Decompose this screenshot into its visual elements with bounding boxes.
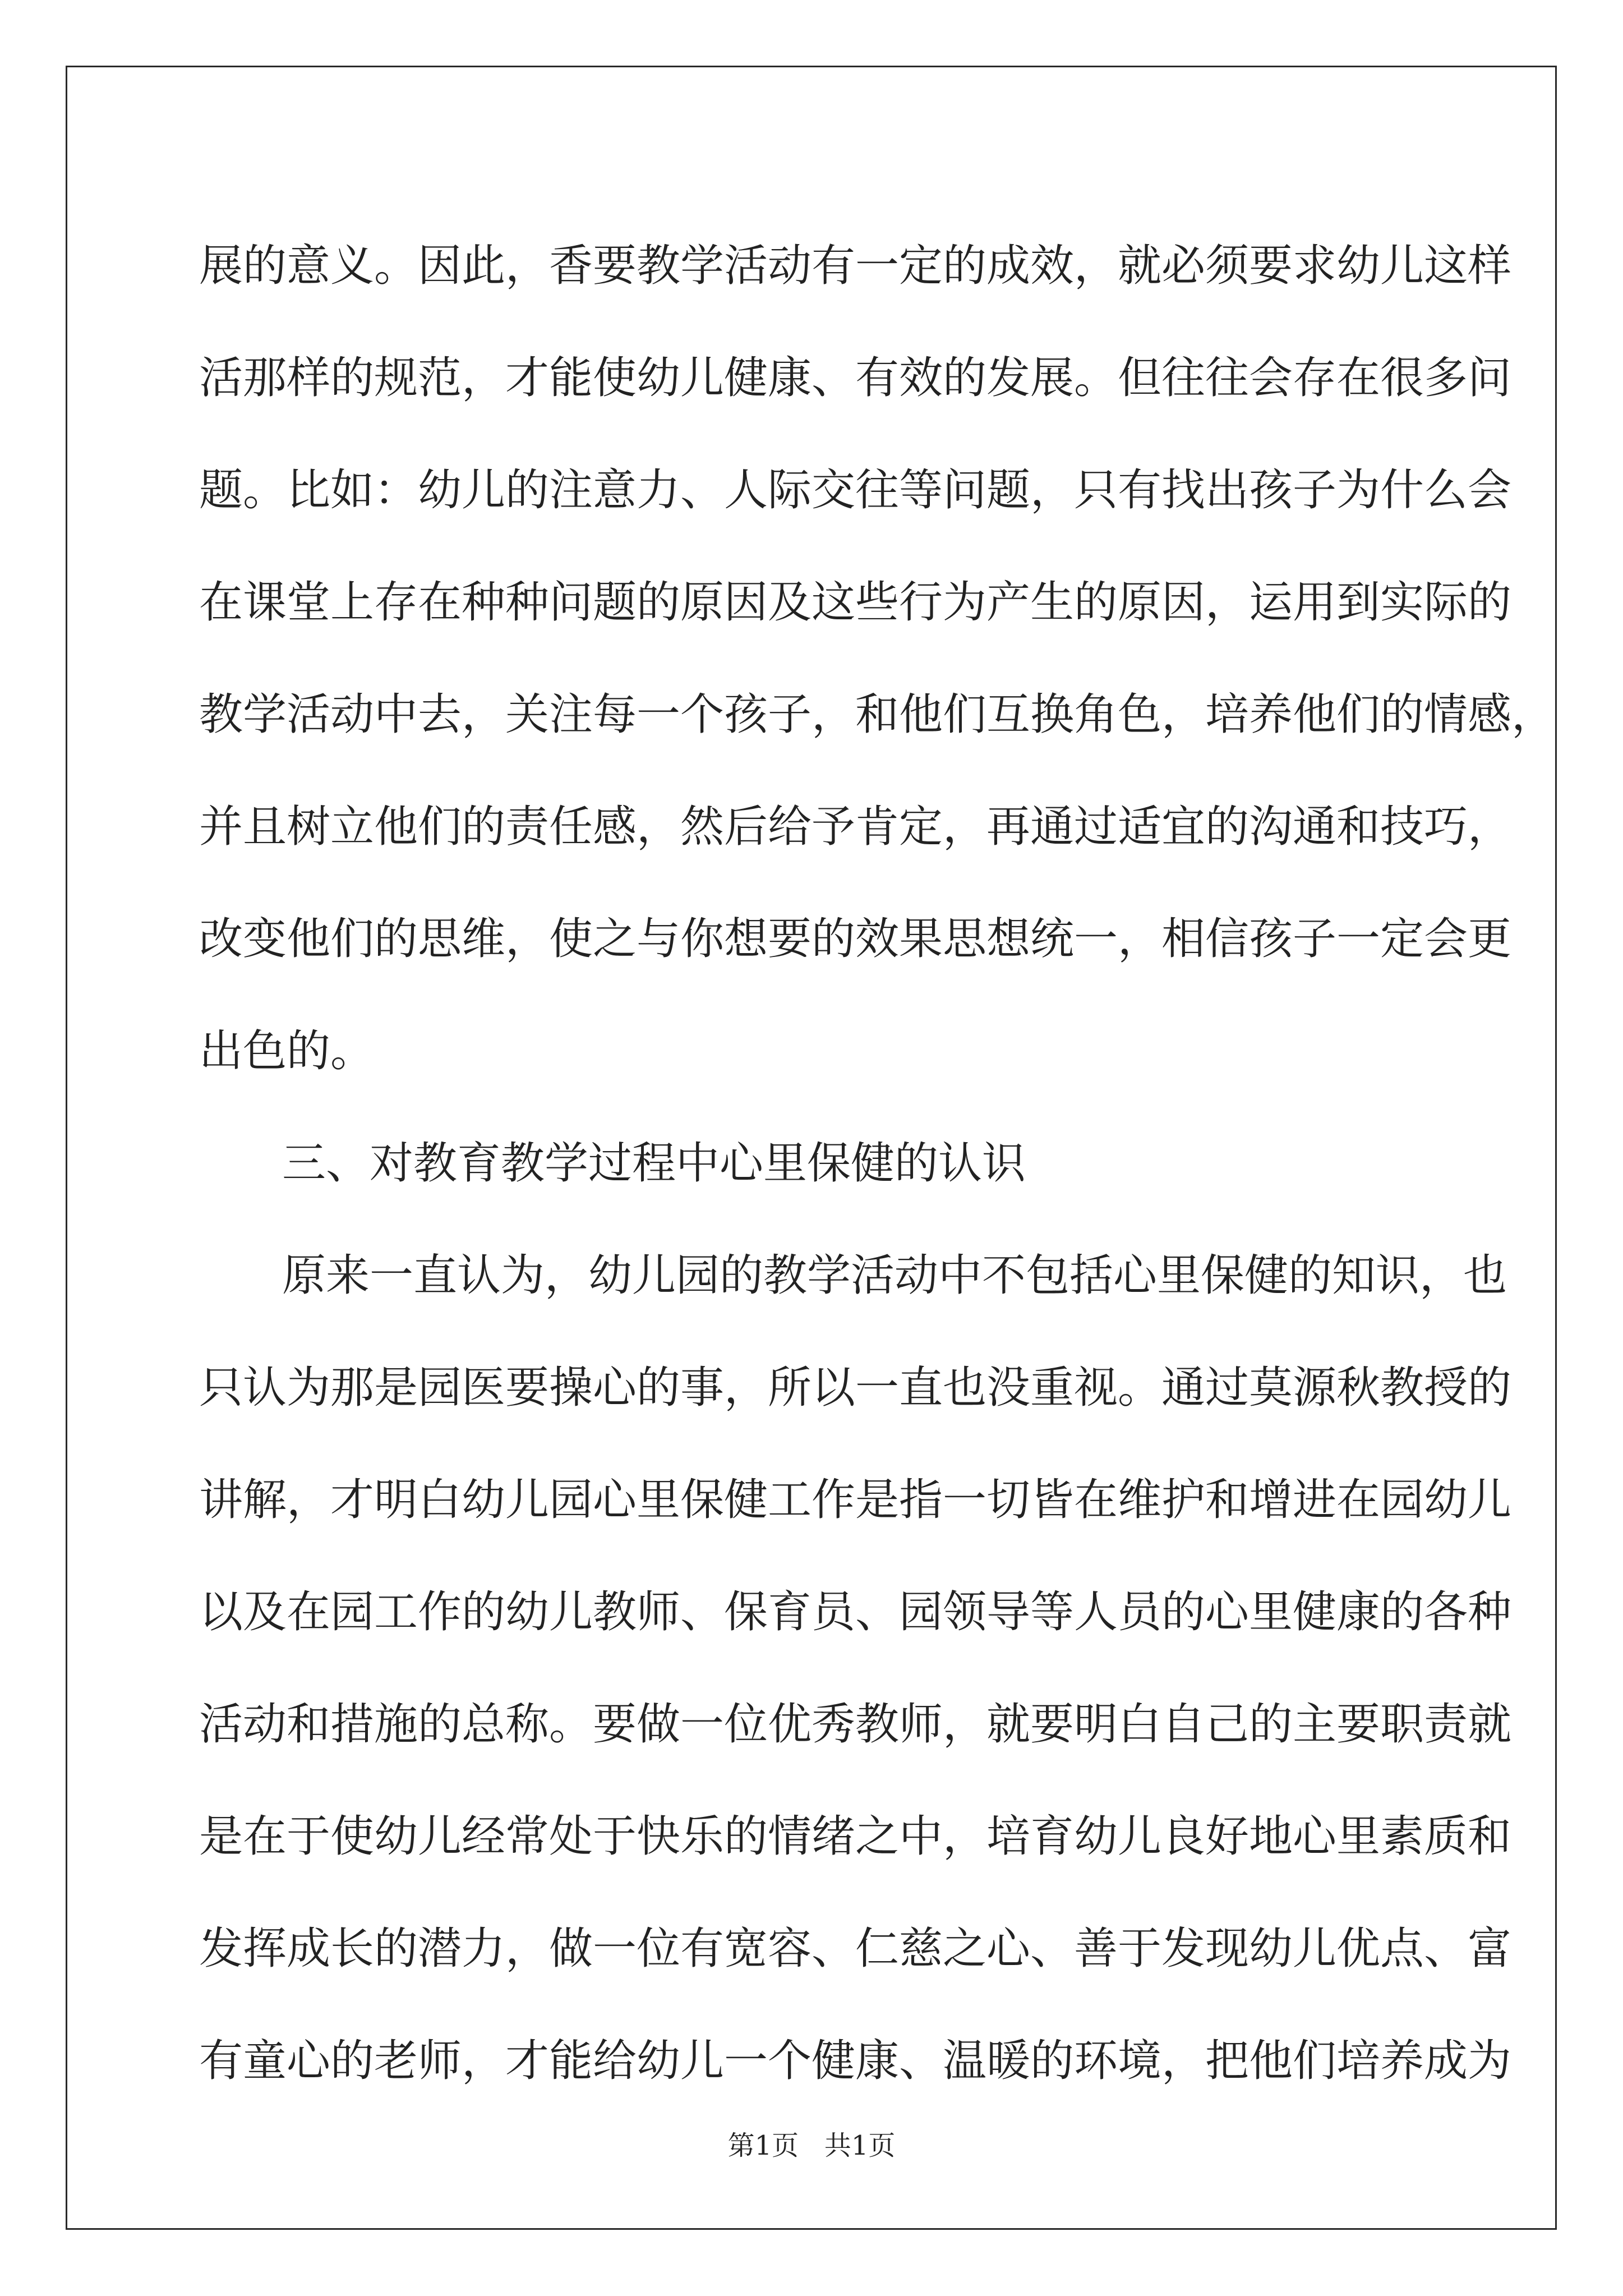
paragraph-line: 教学活动中去，关注每一个孩子，和他们互换角色，培养他们的情感， xyxy=(199,689,1556,740)
document-body xyxy=(199,210,1556,2117)
paragraph-line: 在课堂上存在种种问题的原因及这些行为产生的原因，运用到实际的 xyxy=(199,577,1512,628)
paragraph-line: 发挥成长的潜力，做一位有宽容、仁慈之心、善于发现幼儿优点、富 xyxy=(199,1924,1512,1974)
paragraph-line: 只认为那是园医要操心的事，所以一直也没重视。通过莫源秋教授的 xyxy=(199,1363,1512,1413)
paragraph-line: 有童心的老师，才能给幼儿一个健康、温暖的环境，把他们培养成为 xyxy=(199,2036,1512,2086)
paragraph-line: 活那样的规范，才能使幼儿健康、有效的发展。但往往会存在很多问 xyxy=(199,353,1512,403)
paragraph-first-line: 原来一直认为，幼儿园的教学活动中不包括心里保健的知识，也 xyxy=(282,1250,1507,1301)
paragraph-line: 活动和措施的总称。要做一位优秀教师，就要明白自己的主要职责就 xyxy=(199,1699,1512,1750)
paragraph-line: 改变他们的思维，使之与你想要的效果思想统一，相信孩子一定会更 xyxy=(199,914,1512,964)
paragraph-line: 并且树立他们的责任感，然后给予肯定，再通过适宜的沟通和技巧， xyxy=(199,802,1512,852)
paragraph-line: 出色的。 xyxy=(199,1026,375,1076)
page-number-footer: 第1页 共1页 xyxy=(727,2130,896,2161)
paragraph-line: 展的意义。因此，香要教学活动有一定的成效，就必须要求幼儿这样 xyxy=(199,241,1512,291)
section-heading: 三、对教育教学过程中心里保健的认识 xyxy=(282,1138,1026,1189)
paragraph-line: 是在于使幼儿经常处于快乐的情绪之中，培育幼儿良好地心里素质和 xyxy=(199,1811,1512,1862)
paragraph-line: 题。比如：幼儿的注意力、人际交往等问题，只有找出孩子为什么会 xyxy=(199,465,1512,516)
paragraph-line: 以及在园工作的幼儿教师、保育员、园领导等人员的心里健康的各种 xyxy=(199,1587,1512,1637)
paragraph-line: 讲解，才明白幼儿园心里保健工作是指一切皆在维护和增进在园幼儿 xyxy=(199,1475,1512,1525)
